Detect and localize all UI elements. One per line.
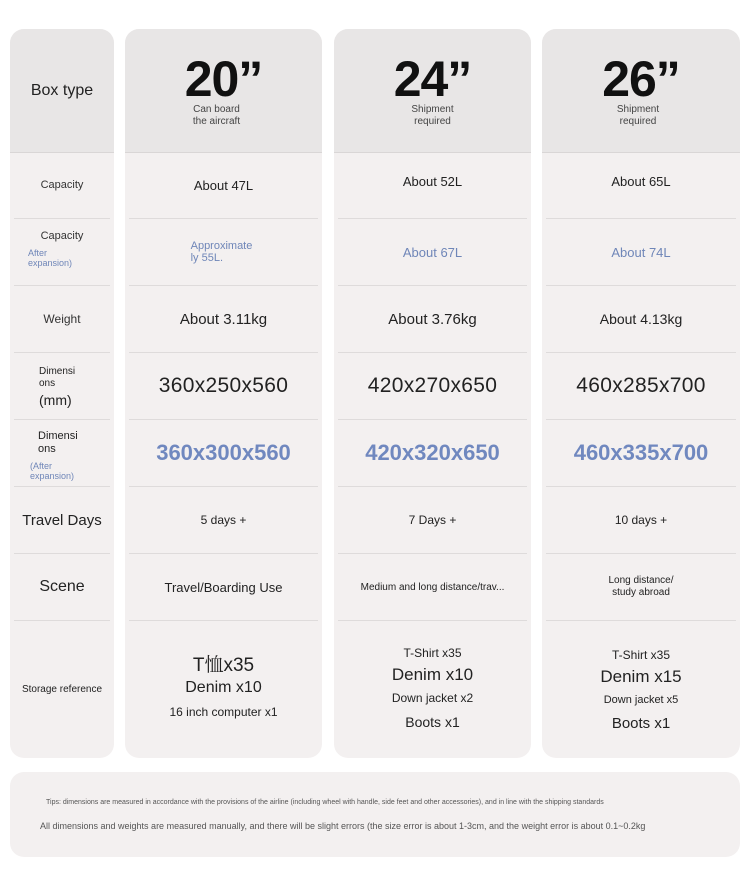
- dimensions-expanded-value: 460x335x700: [546, 420, 736, 487]
- label-column: [10, 29, 114, 758]
- scene-value: Medium and long distance/trav...: [338, 554, 527, 621]
- size-column-24: [334, 29, 531, 758]
- column-header: [125, 29, 322, 153]
- travel-days-value: 7 Days +: [338, 487, 527, 554]
- capacity-value: About 52L: [338, 152, 527, 219]
- capacity-value: About 47L: [129, 152, 318, 219]
- label-header: [10, 29, 114, 153]
- size-title: 26”: [602, 51, 680, 107]
- label-capacity-expanded: Capacity After expansion): [14, 219, 110, 286]
- size-title: 20”: [184, 51, 263, 107]
- scene-value: Long distance/ study abroad: [546, 554, 736, 621]
- label-dimensions-expanded: Dimensi ons (After expansion): [14, 420, 110, 487]
- dimensions-value: 360x250x560: [129, 353, 318, 420]
- travel-days-value: 10 days +: [546, 487, 736, 554]
- column-header: [542, 29, 740, 153]
- capacity-value: About 65L: [546, 152, 736, 219]
- storage-value: T恤x35 Denim x10 16 inch computer x1: [169, 655, 278, 719]
- scene-value: Travel/Boarding Use: [129, 554, 318, 621]
- weight-value: About 4.13kg: [546, 286, 736, 353]
- size-title: 24”: [393, 51, 472, 107]
- tips-line-2: All dimensions and weights are measured manually, and there will be slight errors (the size error is about 1-3cm, and the weight error is about 0.1~0.2kg: [40, 821, 646, 831]
- size-column-26: [542, 29, 740, 758]
- storage-value: T-Shirt x35 Denim x15 Down jacket x5 Boots x1: [600, 648, 682, 732]
- weight-value: About 3.11kg: [129, 286, 318, 353]
- tips-panel: [10, 772, 740, 857]
- size-subtitle: Shipment required: [411, 104, 454, 127]
- label-storage: Storage reference: [21, 684, 103, 695]
- size-subtitle: Shipment required: [616, 104, 660, 127]
- capacity-expanded-value: Approximate ly 55L.: [129, 219, 318, 286]
- capacity-expanded-value: About 67L: [338, 219, 527, 286]
- box-type-label: Box type: [30, 82, 94, 99]
- label-weight: Weight: [14, 286, 110, 353]
- column-header: [334, 29, 531, 153]
- label-travel-days: Travel Days: [14, 487, 110, 554]
- dimensions-expanded-value: 360x300x560: [129, 420, 318, 487]
- capacity-expanded-value: About 74L: [546, 219, 736, 286]
- dimensions-expanded-value: 420x320x650: [338, 420, 527, 487]
- storage-value: T-Shirt x35 Denim x10 Down jacket x2 Boots x1: [391, 646, 474, 730]
- size-column-20: [125, 29, 322, 758]
- label-dimensions: Dimensi ons (mm): [14, 353, 110, 420]
- dimensions-value: 420x270x650: [338, 353, 527, 420]
- label-scene: Scene: [14, 554, 110, 621]
- tips-line-1: Tips: dimensions are measured in accordance with the provisions of the airline (including wheel with handle, side feet and other accessories), and in line with the shipping standards: [46, 799, 604, 806]
- size-subtitle: Can board the aircraft: [192, 104, 241, 127]
- travel-days-value: 5 days +: [129, 487, 318, 554]
- weight-value: About 3.76kg: [338, 286, 527, 353]
- dimensions-value: 460x285x700: [546, 353, 736, 420]
- label-capacity: Capacity: [14, 152, 110, 219]
